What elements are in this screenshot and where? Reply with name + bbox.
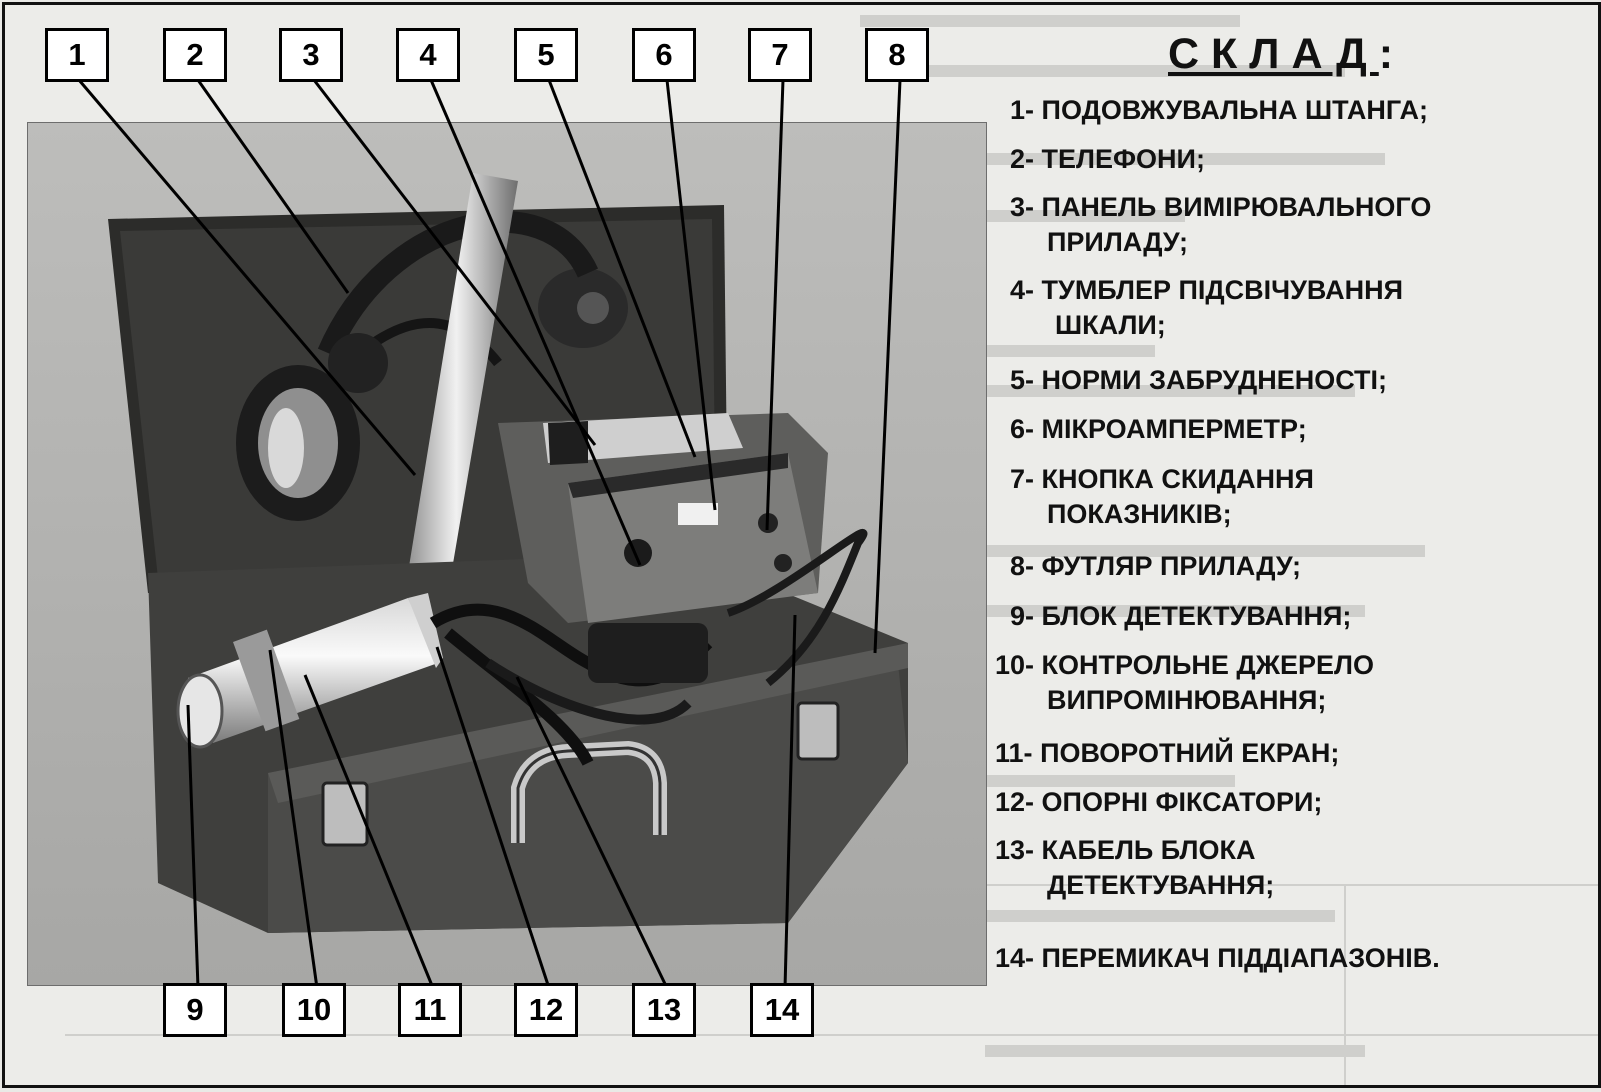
legend-item-label-cont: ВИПРОМІНЮВАННЯ; [1047,685,1327,715]
legend-item-2 [1010,142,1205,177]
legend-title [1168,30,1405,79]
legend-item-11 [995,736,1339,771]
legend-item-number: 7- [1010,464,1035,494]
callout-1: 1 [45,28,109,82]
legend-item-number: 4- [1010,275,1035,305]
legend-item-label-cont: ПРИЛАДУ; [1047,227,1188,257]
legend-item-label: ПЕРЕМИКАЧ ПІДДІАПАЗОНІВ. [1041,943,1440,973]
legend-item-number: 1- [1010,95,1035,125]
legend-item-label: КОНТРОЛЬНЕ ДЖЕРЕЛО [1041,650,1374,680]
legend-item-number: 13- [995,835,1035,865]
legend-item-1 [1010,93,1428,128]
case-body [148,553,908,933]
legend-item-13 [995,833,1274,903]
legend-item-label: ТЕЛЕФОНИ; [1041,144,1205,174]
legend-item-label: ФУТЛЯР ПРИЛАДУ; [1041,551,1301,581]
legend-item-10 [995,648,1374,718]
callout-3: 3 [279,28,343,82]
callout-13: 13 [632,983,696,1037]
callout-12: 12 [514,983,578,1037]
figure-frame [2,2,1601,1088]
legend-item-label-cont: ШКАЛИ; [1055,310,1166,340]
legend-item-number: 8- [1010,551,1035,581]
legend-item-label: НОРМИ ЗАБРУДНЕНОСТІ; [1041,365,1388,395]
legend-title-colon: : [1378,30,1406,78]
legend-item-label: БЛОК ДЕТЕКТУВАННЯ; [1041,601,1352,631]
callout-7: 7 [748,28,812,82]
callout-14: 14 [750,983,814,1037]
legend-item-label-cont: ДЕТЕКТУВАННЯ; [1047,870,1275,900]
callout-10: 10 [282,983,346,1037]
legend-item-5 [1010,363,1387,398]
legend-item-3 [1010,190,1431,260]
legend-item-6 [1010,412,1307,447]
callout-5: 5 [514,28,578,82]
callout-2: 2 [163,28,227,82]
legend-item-label: ПОВОРОТНИЙ ЕКРАН; [1040,738,1340,768]
legend-item-number: 12- [995,787,1035,817]
legend-item-label: ТУМБЛЕР ПІДСВІЧУВАННЯ [1041,275,1403,305]
legend-item-9 [1010,599,1351,634]
callout-9: 9 [163,983,227,1037]
legend-item-label: КНОПКА СКИДАННЯ [1041,464,1314,494]
legend-item-number: 10- [995,650,1035,680]
callout-6: 6 [632,28,696,82]
legend-item-8 [1010,549,1301,584]
legend-item-number: 14- [995,943,1035,973]
legend-item-number: 3- [1010,192,1035,222]
callout-4: 4 [396,28,460,82]
callout-8: 8 [865,28,929,82]
legend-item-number: 2- [1010,144,1035,174]
callout-11: 11 [398,983,462,1037]
legend-item-label: МІКРОАМПЕРМЕТР; [1041,414,1307,444]
legend-item-4 [1010,273,1403,343]
legend-item-14 [995,941,1440,976]
legend-item-label: ПОДОВЖУВАЛЬНА ШТАНГА; [1041,95,1429,125]
legend-item-number: 6- [1010,414,1035,444]
legend-item-label: ОПОРНІ ФІКСАТОРИ; [1041,787,1323,817]
legend-item-label: КАБЕЛЬ БЛОКА [1041,835,1256,865]
legend-item-number: 5- [1010,365,1035,395]
legend-item-number: 9- [1010,601,1035,631]
legend-title-text: СКЛАД [1168,30,1379,78]
legend-item-label: ПАНЕЛЬ ВИМІРЮВАЛЬНОГО [1041,192,1432,222]
legend-item-12 [995,785,1322,820]
device-photo [27,122,987,986]
legend-item-7 [1010,462,1314,532]
legend-item-label-cont: ПОКАЗНИКІВ; [1047,499,1232,529]
legend-item-number: 11- [995,738,1033,768]
